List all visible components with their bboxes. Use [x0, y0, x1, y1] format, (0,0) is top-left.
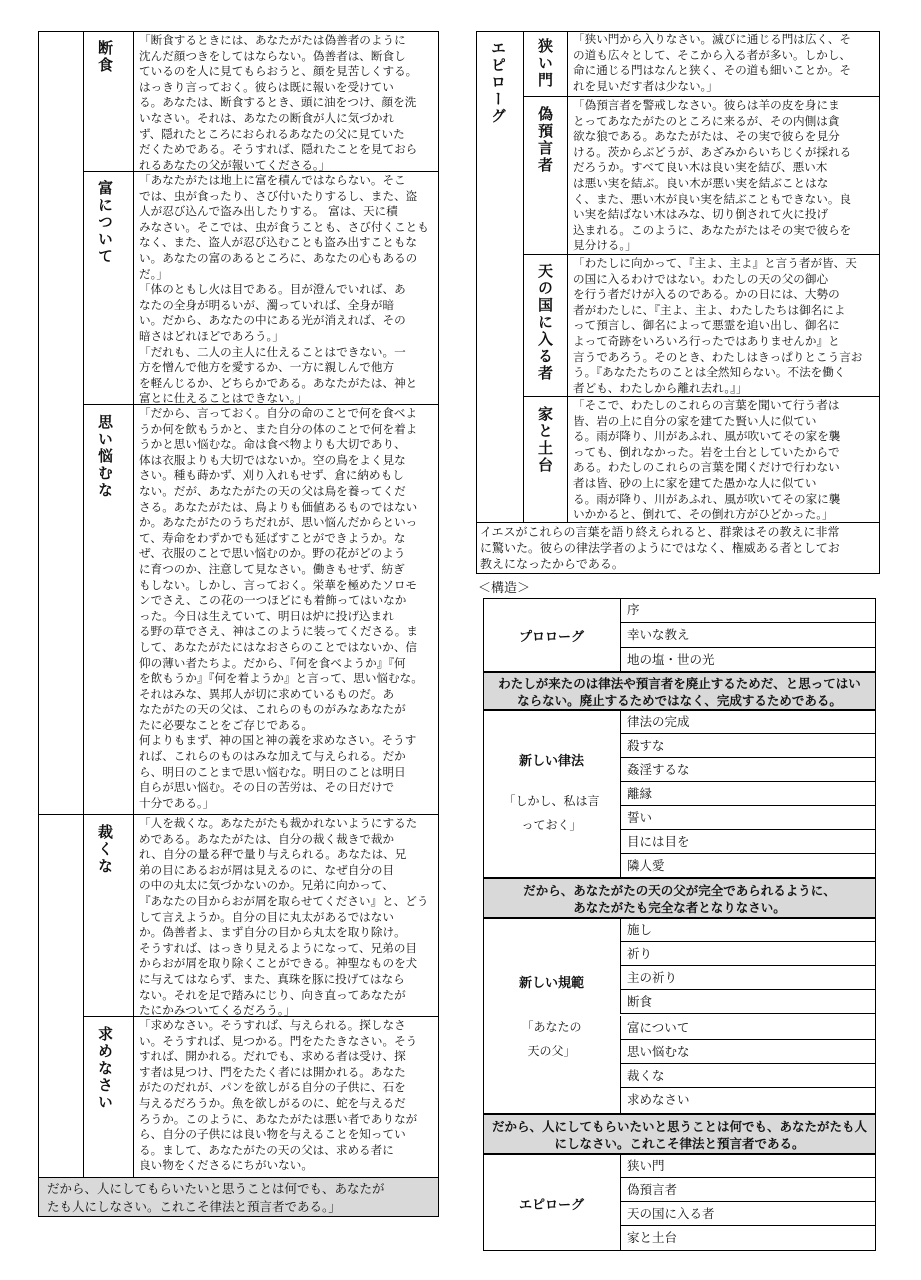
prologue-item: 地の塩・世の光	[620, 648, 876, 672]
section-title-worry: 思い悩むな	[96, 414, 114, 499]
row-divider	[83, 1016, 439, 1017]
new-norm-item: 主の祈り	[620, 966, 876, 990]
section-text-judge: 「人を裁くな。あなたがたも裁かれないようにするた めである。あなたがたは、自分の裁く裁きで裁か れ、自分の量る秤で量り与えられる。あなたは、兄 弟の目にあるおが屑は見えるのに、なぜ自分の目 の中の丸太に気づかないのか。兄弟に向かって、 『あなたの目からおが屑を取らせてください』と、どう して言えようか。自分の目に丸太があるではない か。偽善者よ、まず自分の目から丸太を取り除け。 そうすれば、はっきり見えるようになって、兄弟の目 からおが屑を取り除くことができる。神聖なものを犬 に与えてはならず、また、真珠を豚に投げてはなら ない。それを足で踏みにじり、向き直ってあなたが たにかみついてくるだろう。」	[139, 816, 429, 1016]
structure-band-fulfill: わたしが来たのは律法や預言者を廃止するためだ、と思ってはい ならない。廃止するためではなく、完成するためである。	[483, 672, 876, 710]
structure-epilogue-item: 家と土台	[620, 1226, 876, 1251]
row-divider	[523, 96, 880, 97]
section-title-narrow-gate: 狭い門	[536, 38, 554, 89]
section-title-false-prophets: 偽預言者	[536, 106, 554, 174]
left-footer-note: だから、人にしてもらいたいと思うことは何でも、あなたが たも人にしなさい。これこそ律法と預言者である。」	[38, 1177, 439, 1217]
new-law-item: 隣人愛	[620, 854, 876, 878]
new-law-item: 姦淫するな	[620, 758, 876, 782]
row-divider	[83, 171, 439, 172]
section-text-worry: 「だから、言っておく。自分の命のことで何を食べよ うか何を飲もうかと、また自分の体のことで何を着よ うかと思い悩むな。命は食べ物よりも大切であり、 体は衣服よりも大切ではないか。空の鳥をよく見な さい。種も蒔かず、刈り入れもせず、倉に納めもし ない。だが、あなたがたの天の父は鳥を養ってくだ さる。あなたがたは、鳥よりも価値あるものではない か。あなたがたのうちだれが、思い悩んだからといっ て、寿命をわずかでも延ばすことができようか。な ぜ、衣服のことで思い悩むのか。野の花がどのよう に育つのか、注意して見なさい。働きもせず、紡ぎ もしない。しかし、言っておく。栄華を極めたソロモ ンでさえ、この花の一つほどにも着飾ってはいなか った。今日は生えていて、明日は炉に投げ込まれ る野の草でさえ、神はこのように装ってくださる。ま して、あなたがたにはなおさらのことではないか、信 仰の薄い者たちよ。だから、『何を食べようか』『何 を飲もうか』『何を着ようか』と言って、思い悩むな。 それはみな、異邦人が切に求めているものだ。あ なたがたの天の父は、これらのものがみなあなたが たに必要なことをご存じである。 何よりもまず、神の国と神の義を求めなさい。そうす れば、これらのものはみな加えて与えられる。だか ら、明日のことまで思い悩むな。明日のことは明日 自らが思い悩む。その日の苦労は、その日だけで 十分である。」	[139, 406, 423, 810]
section-title-fasting: 断食	[96, 40, 114, 74]
new-norm-sub-line-1: 「あなたの	[521, 1020, 582, 1034]
section-title-ask: 求めなさい	[96, 1026, 114, 1111]
structure-heading: ＜構造＞	[478, 581, 531, 596]
section-title-judge: 裁くな	[96, 824, 114, 875]
left-table-col-divider-1	[83, 31, 84, 1177]
prologue-item: 序	[620, 598, 876, 623]
section-text-house-foundation: 「そこで、わたしのこれらの言葉を聞いて行う者は 皆、岩の上に自分の家を建てた賢い人に似てい る。雨が降り、川があふれ、風が吹いてその家を襲 っても、倒れなかった。岩を土台としていたからで ある。わたしのこれらの言葉を聞くだけで行わない 者は皆、砂の上に家を建てた愚かな人に似てい る。雨が降り、川があふれ、風が吹いてその家に襲 いかかると、倒れて、その倒れ方がひどかった。」	[573, 398, 841, 522]
section-title-house-foundation: 家と土台	[536, 406, 554, 474]
new-law-label: 新しい律法	[518, 754, 584, 769]
structure-epilogue-item: 偽預言者	[620, 1178, 876, 1202]
epilogue-col-divider-1	[523, 31, 524, 522]
section-text-wealth: 「あなたがたは地上に富を積んではならない。そこ では、虫が食ったり、さび付いたりするし、また、盗 人が忍び込んで盗み出したりする。 富は、天に積 みなさい。そこでは、虫が食うことも、さび付くことも なく、また、盗人が忍び込むことも盗み出すこともな い。あなたの富のあるところに、あなたの心もあるの だ。」 「体のともし火は目である。目が澄んでいれば、あ なたの全身が明るいが、濁っていれば、全身が暗 い。だから、あなたの中にある光が消えれば、その 暗さはどれほどであろう。」 「だれも、二人の主人に仕えることはできない。一 方を憎んで他方を愛するか、一方に親しんで他方 を軽んじるか、どちらかである。あなたがたは、神と 富とに仕えることはできない。」	[139, 173, 429, 404]
section-title-heaven-entry: 天の国に入る者	[536, 263, 554, 382]
structure-band-golden-rule: だから、人にしてもらいたいと思うことは何でも、あなたがたも人 にしなさい。これこそ律法と預言者である。	[483, 1114, 876, 1154]
structure-epilogue-item: 狭い門	[620, 1154, 876, 1178]
new-law-item: 離縁	[620, 782, 876, 806]
prologue-item: 幸いな教え	[620, 623, 876, 648]
structure-epilogue-label: エピローグ	[518, 1198, 584, 1213]
section-title-wealth: 富について	[96, 180, 114, 265]
new-norm-item: 祈り	[620, 942, 876, 966]
section-text-ask: 「求めなさい。そうすれば、与えられる。探しなさ い。そうすれば、見つかる。門をたたきなさい。そう すれば、開かれる。だれでも、求める者は受け、探 す者は見つけ、門をたたく者には開かれる。あなた がたのだれが、パンを欲しがる自分の子供に、石を 与えるだろうか。魚を欲しがるのに、蛇を与えるだ ろうか。このように、あなたがたは悪い者でありなが ら、自分の子供には良い物を与えることを知ってい る。まして、あなたがたの天の父は、求める者に 良い物をくださるにちがいない。	[139, 1018, 418, 1173]
section-text-heaven-entry: 「わたしに向かって、『主よ、主よ』と言う者が皆、天 の国に入るわけではない。わたしの天の父の御心 を行う者だけが入るのである。かの日には、大勢の 者がわたしに、『主よ、主よ、わたしたちは御名によ って預言し、御名によって悪霊を追い出し、御名に よって奇跡をいろいろ行ったではありませんか』と 言うであろう。そのとき、わたしはきっぱりとこう言お う。『あなたたちのことは全然知らない。不法を働く 者ども、わたしから離れ去れ。』」	[573, 256, 863, 395]
new-law-item: 目には目を	[620, 830, 876, 854]
row-divider	[523, 396, 880, 397]
epilogue-title: エピローグ	[489, 40, 507, 125]
row-divider	[83, 404, 439, 405]
new-norm-item: 思い悩むな	[620, 1040, 876, 1064]
structure-epilogue-item: 天の国に入る者	[620, 1202, 876, 1226]
new-norm-item: 施し	[620, 918, 876, 942]
new-norm-label: 新しい規範	[518, 976, 584, 991]
epilogue-closing: イエスがこれらの言葉を語り終えられると、群衆はその教えに非常 に驚いた。彼らの律法学者のようにではなく、権威ある者としてお 教えになったからである。	[480, 525, 840, 571]
new-norm-item: 裁くな	[620, 1064, 876, 1088]
row-divider	[476, 522, 880, 523]
left-table-col-divider-2	[133, 31, 134, 1177]
prologue-label: プロローグ	[518, 630, 584, 645]
section-text-false-prophets: 「偽預言者を警戒しなさい。彼らは羊の皮を身にま とってあなたがたのところに来るが、その内側は貪 欲な狼である。あなたがたは、その実で彼らを見分 ける。茨からぶどうが、あざみからいちじくが採れる だろうか。すべて良い木は良い実を結び、悪い木 は悪い実を結ぶ。良い木が悪い実を結ぶことはな く、また、悪い木が良い実を結ぶこともできない。良 い実を結ばない木はみな、切り倒されて火に投げ 込まれる。このように、あなたがたはその実で彼らを 見分ける。」	[573, 98, 852, 253]
new-law-item: 律法の完成	[620, 710, 876, 734]
new-norm-item: 富について	[620, 1016, 876, 1040]
structure-band-perfect: だから、あなたがたの天の父が完全であられるように、 あなたがたも完全な者となりなさい。	[483, 878, 876, 918]
new-law-item: 殺すな	[620, 734, 876, 758]
section-text-fasting: 「断食するときには、あなたがたは偽善者のように 沈んだ顔つきをしてはならない。偽善者は、断食し ているのを人に見てもらおうと、顔を見苦しくする。 はっきり言っておく。彼らは既に報いを受けてい る。あなたは、断食するとき、頭に油をつけ、顔を洗 いなさい。それは、あなたの断食が人に気づかれ ず、隠れたところにおられるあなたの父に見ていた だくためである。そうすれば、隠れたことを見ておら れるあなたの父が報いてくださる。」	[139, 33, 418, 171]
new-norm-item: 求めなさい	[620, 1088, 876, 1114]
row-divider	[523, 254, 880, 255]
new-law-sub-line-1: 「しかし、私は言	[503, 794, 600, 808]
new-norm-item: 断食	[620, 990, 876, 1014]
new-law-item: 誓い	[620, 806, 876, 830]
section-text-narrow-gate: 「狭い門から入りなさい。滅びに通じる門は広く、そ の道も広々として、そこから入る者が多い。しかし、 命に通じる門はなんと狭く、その道も細いことか。そ れを見いだす者は少ない。」	[573, 32, 852, 93]
row-divider	[38, 814, 439, 815]
new-law-sub-line-2: っておく」	[521, 818, 582, 832]
new-norm-sub-line-2: 天の父」	[527, 1044, 576, 1058]
epilogue-col-divider-2	[567, 31, 568, 522]
